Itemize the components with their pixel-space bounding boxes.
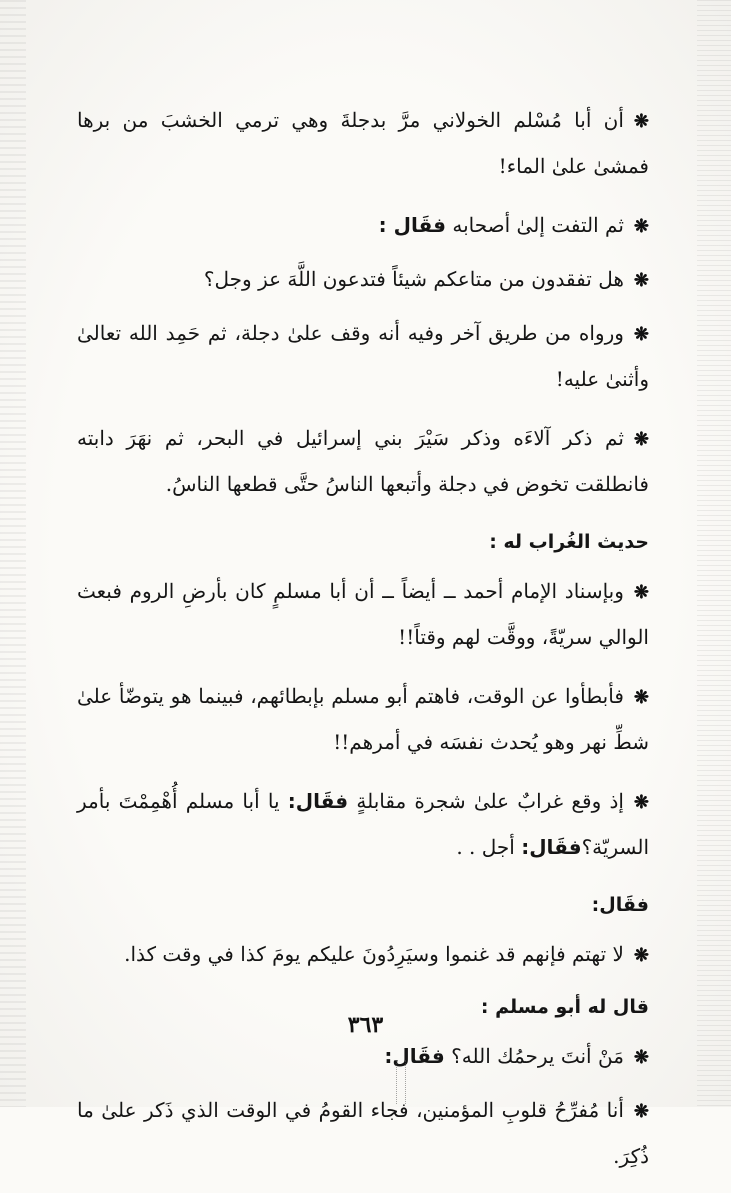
paragraph-6	[77, 569, 649, 660]
said-word: فقَال :	[378, 213, 446, 237]
section-heading-said: فقَال:	[591, 894, 649, 916]
paragraph-4	[77, 311, 649, 402]
paragraph-10	[77, 1034, 649, 1080]
asterism-icon: ❋	[633, 945, 649, 966]
asterism-icon: ❋	[633, 216, 649, 237]
asterism-icon: ❋	[633, 582, 649, 603]
binding-mark	[396, 1060, 406, 1104]
page-edge-left	[0, 0, 26, 1107]
paragraph-8-text-before: إذ وقع غرابٌ علىٰ شجرة مقابلةٍ	[356, 789, 624, 813]
page-number: ٣٦٣	[347, 1012, 384, 1038]
paragraph-11	[77, 1088, 649, 1179]
said-word: فقَال:	[384, 1044, 445, 1068]
asterism-icon: ❋	[633, 324, 649, 345]
paragraph-8	[77, 779, 649, 870]
paragraph-2-text: ثم التفت إلىٰ أصحابه	[452, 213, 624, 237]
asterism-icon: ❋	[633, 429, 649, 450]
paragraph-6-text: وبإسناد الإمام أحمد ــ أيضاً ــ أن أبا مسلمٍ كان بأرضِ الروم فبعث الوالي سريّةً، ووقَّت لهم وقتاً!!	[77, 579, 649, 649]
asterism-icon: ❋	[633, 1047, 649, 1068]
paragraph-3	[77, 257, 649, 303]
paragraph-3-text: هل تفقدون من متاعكم شيئاً فتدعون اللَّهَ عز وجل؟	[203, 267, 624, 291]
paragraph-1-text: أن أبا مُسْلم الخولاني مرَّ بدجلةَ وهي ترمي الخشبَ من برها فمشىٰ علىٰ الماء!	[77, 108, 649, 178]
paragraph-9-text: لا تهتم فإنهم قد غنموا وسيَرِدُونَ عليكم يومَ كذا في وقت كذا.	[124, 942, 624, 966]
paragraph-8-text-middle: يا أبا مسلم أُهْمِمْتَ بأمر السريّة؟	[77, 789, 649, 859]
section-heading-abu-muslim: قال له أبو مسلم :	[480, 996, 649, 1018]
asterism-icon: ❋	[633, 270, 649, 291]
paragraph-9	[77, 932, 649, 978]
paragraph-5-text: ثم ذكر آلاءَه وذكر سَيْرَ بني إسرائيل في البحر، ثم نهَرَ دابته فانطلقت تخوض في دجلة وأتبعها الناسُ حتَّى قطعها الناسُ.	[77, 426, 649, 496]
paragraph-10-text: مَنْ أنتَ يرحمُك الله؟	[451, 1044, 624, 1068]
paragraph-1	[77, 98, 649, 189]
paragraph-7	[77, 674, 649, 765]
paragraph-4-text: ورواه من طريق آخر وفيه أنه وقف علىٰ دجلة، ثم حَمِد الله تعالىٰ وأثنىٰ عليه!	[77, 321, 649, 391]
paragraph-11-text: أنا مُفرِّحُ قلوبِ المؤمنين، فجاء القومُ في الوقت الذي ذَكر علىٰ ما ذُكِرَ.	[77, 1098, 649, 1168]
section-heading-crow: حديث الغُراب له :	[489, 531, 649, 553]
said-word: فقَال:	[521, 835, 582, 859]
said-word: فقَال:	[287, 789, 349, 813]
paragraph-7-text: فأبطأوا عن الوقت، فاهتم أبو مسلم بإبطائهم، فبينما هو يتوضّأ علىٰ شطِّ نهر وهو يُحدث نفسَه في أمرهم!!	[77, 684, 649, 754]
page-edge-right	[697, 0, 731, 1107]
paragraph-5	[77, 416, 649, 507]
asterism-icon: ❋	[633, 687, 649, 708]
paragraph-2	[77, 203, 649, 249]
asterism-icon: ❋	[633, 111, 649, 132]
paragraph-8-text-after: أجل . .	[456, 835, 515, 859]
asterism-icon: ❋	[633, 1101, 649, 1122]
asterism-icon: ❋	[633, 792, 650, 813]
